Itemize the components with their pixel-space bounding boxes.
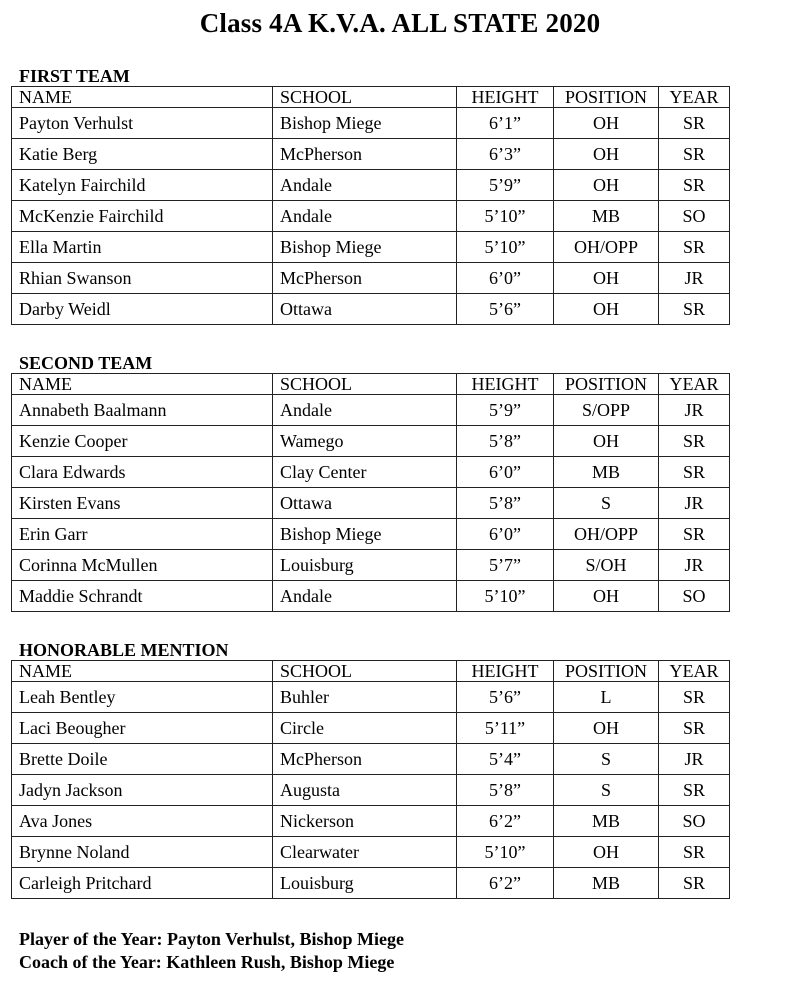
table-row <box>12 232 730 263</box>
position-cell: OH/OPP <box>554 519 659 550</box>
table-row <box>12 519 730 550</box>
section-label: FIRST TEAM <box>19 66 130 86</box>
height-cell: 5’8” <box>457 775 554 806</box>
roster-table <box>11 86 730 325</box>
year-cell: SR <box>659 170 730 201</box>
position-cell: S <box>554 488 659 519</box>
height-cell: 5’4” <box>457 744 554 775</box>
height-cell: 5’8” <box>457 488 554 519</box>
year-cell: SO <box>659 581 730 612</box>
year-cell: SR <box>659 775 730 806</box>
year-cell: SR <box>659 108 730 139</box>
school-cell: Bishop Miege <box>273 108 457 139</box>
name-cell: Ava Jones <box>12 806 273 837</box>
height-cell: 5’10” <box>457 232 554 263</box>
name-cell: Leah Bentley <box>12 682 273 713</box>
column-header: HEIGHT <box>457 374 554 395</box>
position-cell: L <box>554 682 659 713</box>
name-cell: Katie Berg <box>12 139 273 170</box>
height-cell: 6’1” <box>457 108 554 139</box>
table-row <box>12 108 730 139</box>
table-row <box>12 426 730 457</box>
table-header-row <box>12 374 730 395</box>
school-cell: Buhler <box>273 682 457 713</box>
name-cell: Carleigh Pritchard <box>12 868 273 899</box>
column-header: POSITION <box>554 87 659 108</box>
year-cell: JR <box>659 550 730 581</box>
school-cell: Clay Center <box>273 457 457 488</box>
name-cell: Kenzie Cooper <box>12 426 273 457</box>
table-row <box>12 806 730 837</box>
name-cell: Annabeth Baalmann <box>12 395 273 426</box>
school-cell: Bishop Miege <box>273 519 457 550</box>
name-cell: Corinna McMullen <box>12 550 273 581</box>
name-cell: McKenzie Fairchild <box>12 201 273 232</box>
height-cell: 5’8” <box>457 426 554 457</box>
table-row <box>12 263 730 294</box>
height-cell: 5’7” <box>457 550 554 581</box>
year-cell: SR <box>659 139 730 170</box>
school-cell: Clearwater <box>273 837 457 868</box>
position-cell: MB <box>554 806 659 837</box>
year-cell: SO <box>659 806 730 837</box>
height-cell: 6’2” <box>457 868 554 899</box>
name-cell: Rhian Swanson <box>12 263 273 294</box>
height-cell: 6’3” <box>457 139 554 170</box>
school-cell: Louisburg <box>273 550 457 581</box>
position-cell: S/OPP <box>554 395 659 426</box>
year-cell: SR <box>659 294 730 325</box>
year-cell: JR <box>659 744 730 775</box>
school-cell: Andale <box>273 201 457 232</box>
name-cell: Laci Beougher <box>12 713 273 744</box>
school-cell: Bishop Miege <box>273 232 457 263</box>
column-header: YEAR <box>659 374 730 395</box>
name-cell: Brynne Noland <box>12 837 273 868</box>
table-row <box>12 744 730 775</box>
honorable-mention-section <box>11 640 729 899</box>
school-cell: Andale <box>273 395 457 426</box>
height-cell: 6’0” <box>457 519 554 550</box>
year-cell: JR <box>659 488 730 519</box>
year-cell: SR <box>659 232 730 263</box>
school-cell: Andale <box>273 581 457 612</box>
table-row <box>12 581 730 612</box>
player-of-the-year: Player of the Year: Payton Verhulst, Bishop Miege <box>19 929 404 949</box>
year-cell: SR <box>659 868 730 899</box>
table-row <box>12 775 730 806</box>
school-cell: McPherson <box>273 744 457 775</box>
position-cell: MB <box>554 457 659 488</box>
position-cell: S <box>554 775 659 806</box>
column-header: NAME <box>12 661 273 682</box>
awards-footer <box>19 928 404 974</box>
position-cell: OH <box>554 170 659 201</box>
height-cell: 5’10” <box>457 837 554 868</box>
name-cell: Kirsten Evans <box>12 488 273 519</box>
height-cell: 5’10” <box>457 201 554 232</box>
height-cell: 6’0” <box>457 457 554 488</box>
table-row <box>12 837 730 868</box>
position-cell: OH <box>554 581 659 612</box>
section-label: SECOND TEAM <box>19 353 153 373</box>
year-cell: SO <box>659 201 730 232</box>
name-cell: Darby Weidl <box>12 294 273 325</box>
column-header: HEIGHT <box>457 87 554 108</box>
year-cell: SR <box>659 713 730 744</box>
roster-table <box>11 373 730 612</box>
table-row <box>12 868 730 899</box>
name-cell: Ella Martin <box>12 232 273 263</box>
year-cell: SR <box>659 519 730 550</box>
year-cell: JR <box>659 395 730 426</box>
year-cell: SR <box>659 426 730 457</box>
table-header-row <box>12 87 730 108</box>
position-cell: S/OH <box>554 550 659 581</box>
height-cell: 5’10” <box>457 581 554 612</box>
name-cell: Katelyn Fairchild <box>12 170 273 201</box>
position-cell: OH <box>554 108 659 139</box>
table-row <box>12 550 730 581</box>
school-cell: McPherson <box>273 139 457 170</box>
column-header: HEIGHT <box>457 661 554 682</box>
school-cell: Nickerson <box>273 806 457 837</box>
school-cell: McPherson <box>273 263 457 294</box>
name-cell: Jadyn Jackson <box>12 775 273 806</box>
column-header: SCHOOL <box>273 87 457 108</box>
year-cell: SR <box>659 457 730 488</box>
second-team-section <box>11 353 729 612</box>
table-row <box>12 682 730 713</box>
table-row <box>12 488 730 519</box>
position-cell: OH <box>554 426 659 457</box>
year-cell: SR <box>659 682 730 713</box>
school-cell: Circle <box>273 713 457 744</box>
height-cell: 5’6” <box>457 294 554 325</box>
name-cell: Payton Verhulst <box>12 108 273 139</box>
table-row <box>12 170 730 201</box>
height-cell: 5’6” <box>457 682 554 713</box>
name-cell: Brette Doile <box>12 744 273 775</box>
position-cell: OH <box>554 837 659 868</box>
table-row <box>12 713 730 744</box>
name-cell: Clara Edwards <box>12 457 273 488</box>
height-cell: 5’9” <box>457 395 554 426</box>
table-row <box>12 395 730 426</box>
position-cell: OH <box>554 713 659 744</box>
column-header: SCHOOL <box>273 661 457 682</box>
column-header: YEAR <box>659 661 730 682</box>
height-cell: 6’0” <box>457 263 554 294</box>
school-cell: Ottawa <box>273 294 457 325</box>
page-title: Class 4A K.V.A. ALL STATE 2020 <box>199 8 601 38</box>
height-cell: 6’2” <box>457 806 554 837</box>
column-header: YEAR <box>659 87 730 108</box>
table-header-row <box>12 661 730 682</box>
section-label: HONORABLE MENTION <box>19 640 229 660</box>
name-cell: Maddie Schrandt <box>12 581 273 612</box>
year-cell: JR <box>659 263 730 294</box>
position-cell: S <box>554 744 659 775</box>
year-cell: SR <box>659 837 730 868</box>
table-row <box>12 457 730 488</box>
height-cell: 5’11” <box>457 713 554 744</box>
school-cell: Wamego <box>273 426 457 457</box>
table-row <box>12 139 730 170</box>
column-header: POSITION <box>554 374 659 395</box>
position-cell: OH <box>554 139 659 170</box>
table-row <box>12 201 730 232</box>
position-cell: OH <box>554 294 659 325</box>
column-header: NAME <box>12 374 273 395</box>
position-cell: MB <box>554 868 659 899</box>
position-cell: OH/OPP <box>554 232 659 263</box>
coach-of-the-year: Coach of the Year: Kathleen Rush, Bishop Miege <box>19 952 395 972</box>
column-header: NAME <box>12 87 273 108</box>
position-cell: OH <box>554 263 659 294</box>
column-header: SCHOOL <box>273 374 457 395</box>
column-header: POSITION <box>554 661 659 682</box>
first-team-section <box>11 66 729 325</box>
school-cell: Augusta <box>273 775 457 806</box>
school-cell: Ottawa <box>273 488 457 519</box>
school-cell: Louisburg <box>273 868 457 899</box>
school-cell: Andale <box>273 170 457 201</box>
table-row <box>12 294 730 325</box>
position-cell: MB <box>554 201 659 232</box>
name-cell: Erin Garr <box>12 519 273 550</box>
roster-table <box>11 660 730 899</box>
height-cell: 5’9” <box>457 170 554 201</box>
